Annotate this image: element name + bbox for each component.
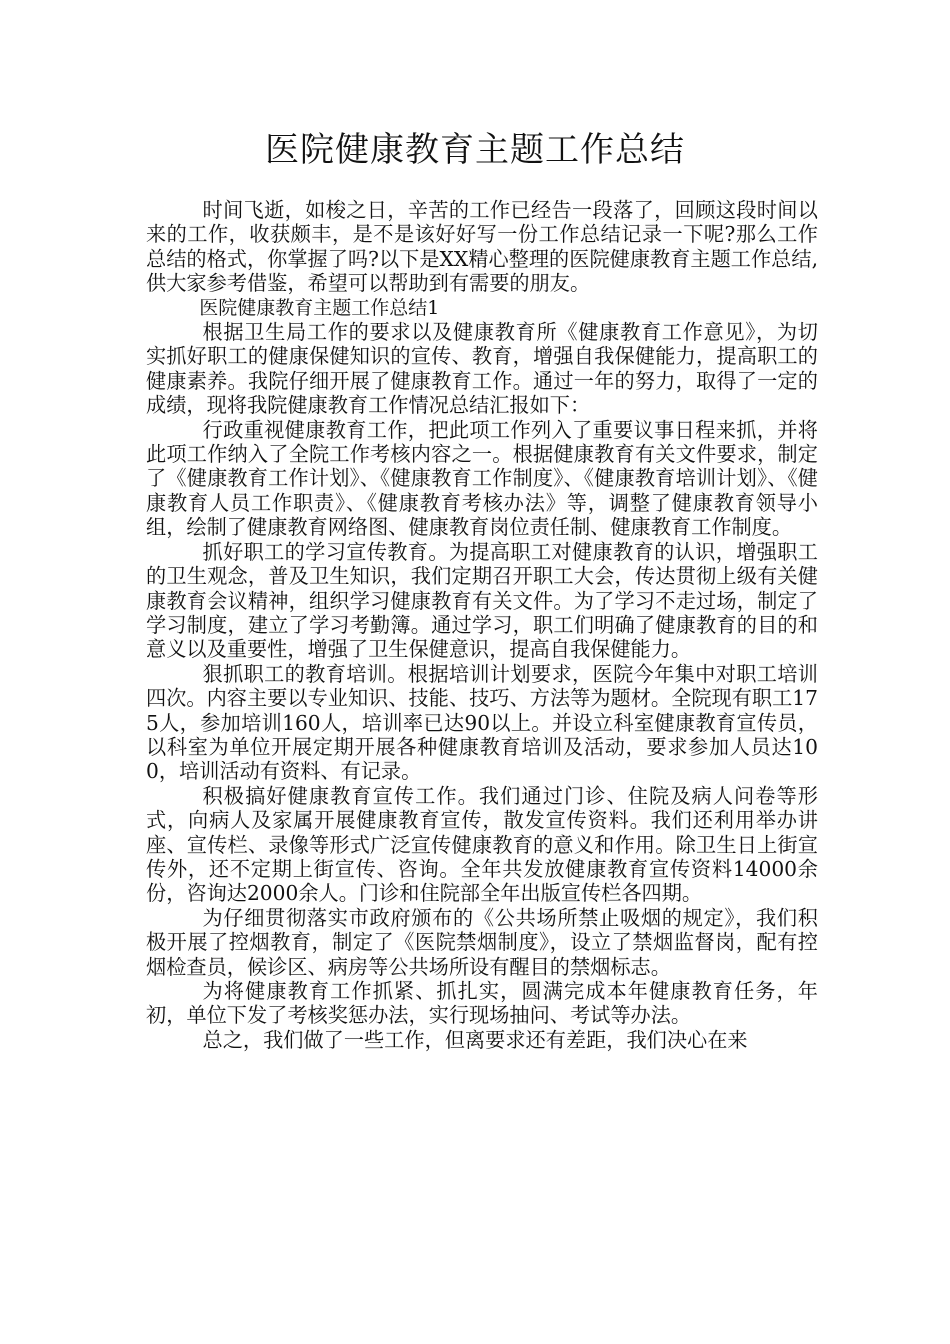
body-paragraph: 积极搞好健康教育宣传工作。我们通过门诊、住院及病人问卷等形式，向病人及家属开展健康教育宣传，散发宣传资料。我们还利用举办讲座、宣传栏、录像等形式广泛宣传健康教育的意义和作用。除卫生日上街宣传外，还不定期上街宣传、咨询。全年共发放健康教育宣传资料14000余份，咨询达2000余人。门诊和住院部全年出版宣传栏各四期。 xyxy=(146,783,818,906)
section-heading: 医院健康教育主题工作总结1 xyxy=(199,296,440,319)
body-paragraph: 抓好职工的学习宣传教育。为提高职工对健康教育的认识，增强职工的卫生观念，普及卫生知识，我们定期召开职工大会，传达贯彻上级有关健康教育会议精神，组织学习健康教育有关文件。为了学习不走过场，制定了学习制度，建立了学习考勤簿。通过学习，职工们明确了健康教育的目的和意义以及重要性，增强了卫生保健意识，提高自我保健能力。 xyxy=(146,539,818,662)
intro-paragraph: 时间飞逝，如梭之日，辛苦的工作已经告一段落了，回顾这段时间以来的工作，收获颇丰，是不是该好好写一份工作总结记录一下呢?那么工作总结的格式，你掌握了吗?以下是XX精心整理的医院健康教育主题工作总结,供大家参考借鉴，希望可以帮助到有需要的朋友。 xyxy=(146,198,818,296)
document-body xyxy=(146,198,818,1052)
body-paragraph: 总之，我们做了一些工作，但离要求还有差距，我们决心在来 xyxy=(202,1027,748,1052)
body-paragraph: 根据卫生局工作的要求以及健康教育所《健康教育工作意见》，为切实抓好职工的健康保健知识的宣传、教育，增强自我保健能力，提高职工的健康素养。我院仔细开展了健康教育工作。通过一年的努力，取得了一定的成绩，现将我院健康教育工作情况总结汇报如下： xyxy=(146,320,818,418)
body-paragraph: 狠抓职工的教育培训。根据培训计划要求，医院今年集中对职工培训四次。内容主要以专业知识、技能、技巧、方法等为题材。全院现有职工175人，参加培训160人，培训率已达90以上。并设立科室健康教育宣传员，以科室为单位开展定期开展各种健康教育培训及活动，要求参加人员达100，培训活动有资料、有记录。 xyxy=(146,661,818,784)
body-paragraph: 行政重视健康教育工作，把此项工作列入了重要议事日程来抓，并将此项工作纳入了全院工作考核内容之一。根据健康教育有关文件要求，制定了《健康教育工作计划》、《健康教育工作制度》、《健康教育培训计划》、《健康教育人员工作职责》、《健康教育考核办法》等，调整了健康教育领导小组，绘制了健康教育网络图、健康教育岗位责任制、健康教育工作制度。 xyxy=(146,417,818,540)
body-paragraph: 为将健康教育工作抓紧、抓扎实，圆满完成本年健康教育任务，年初，单位下发了考核奖惩办法，实行现场抽问、考试等办法。 xyxy=(146,979,818,1028)
body-paragraph: 为仔细贯彻落实市政府颁布的《公共场所禁止吸烟的规定》，我们积极开展了控烟教育，制定了《医院禁烟制度》，设立了禁烟监督岗，配有控烟检查员，候诊区、病房等公共场所设有醒目的禁烟标志。 xyxy=(146,905,818,979)
document-title: 医院健康教育主题工作总结 xyxy=(265,130,685,170)
